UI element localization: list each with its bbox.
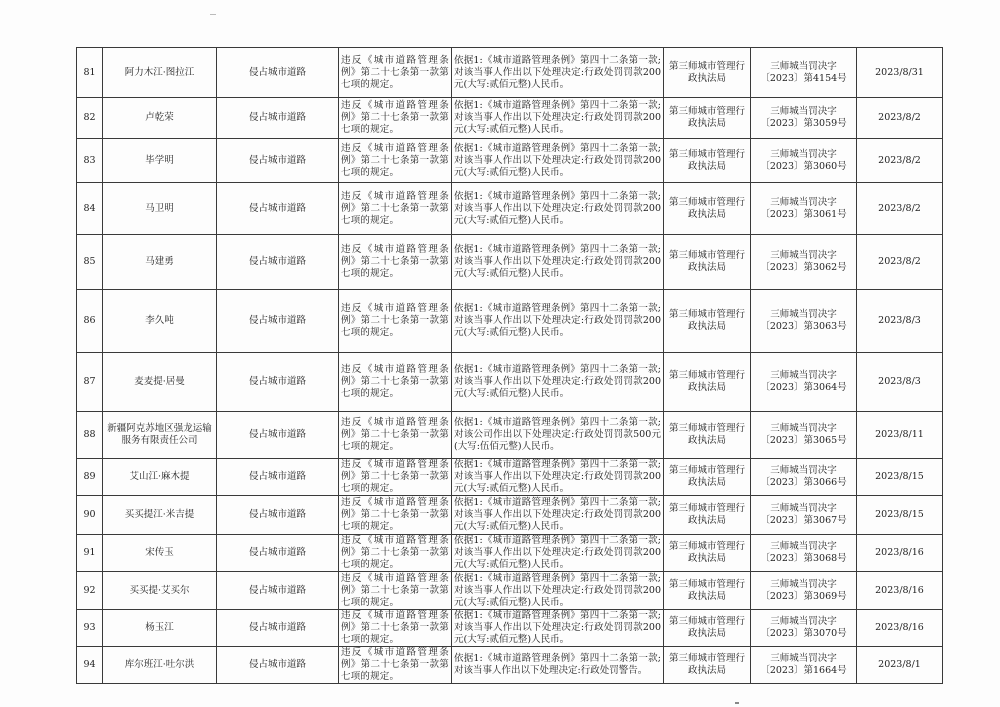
table-row	[77, 647, 943, 684]
violation-type: 侵占城市道路	[217, 610, 339, 647]
scan-mark	[210, 14, 216, 15]
party-name: 阿力木江·图拉江	[103, 48, 217, 98]
table-row	[77, 290, 943, 353]
decision-document-number: 三师城当罚决字〔2023〕第3060号	[751, 139, 857, 183]
enforcement-agency: 第三师城市管理行政执法局	[664, 183, 751, 235]
party-name: 买买提·艾买尔	[103, 572, 217, 610]
decision-date: 2023/8/15	[857, 459, 943, 496]
decision-date: 2023/8/15	[857, 496, 943, 535]
decision-date: 2023/8/16	[857, 572, 943, 610]
records-body	[77, 48, 943, 684]
decision-document-number: 三师城当罚决字〔2023〕第3059号	[751, 98, 857, 139]
party-name: 买买提江·米吉提	[103, 496, 217, 535]
violation-type: 侵占城市道路	[217, 572, 339, 610]
decision-date: 2023/8/2	[857, 139, 943, 183]
violation-type: 侵占城市道路	[217, 459, 339, 496]
violation-basis: 违反《城市道路管理条例》第二十七条第一款第七项的规定。	[339, 98, 452, 139]
table-row	[77, 535, 943, 572]
violation-type: 侵占城市道路	[217, 235, 339, 290]
table-row	[77, 412, 943, 459]
decision-document-number: 三师城当罚决字〔2023〕第3063号	[751, 290, 857, 353]
row-number: 81	[77, 48, 103, 98]
penalty-decision: 依据1:《城市道路管理条例》第四十二条第一款;对该当事人作出以下处理决定:行政处罚罚款200元(大写:贰佰元整)人民币。	[452, 98, 664, 139]
row-number: 94	[77, 647, 103, 684]
enforcement-agency: 第三师城市管理行政执法局	[664, 459, 751, 496]
table-row	[77, 496, 943, 535]
violation-type: 侵占城市道路	[217, 535, 339, 572]
party-name: 新疆阿克苏地区强龙运输服务有限责任公司	[103, 412, 217, 459]
penalty-decision: 依据1:《城市道路管理条例》第四十二条第一款;对该当事人作出以下处理决定:行政处罚罚款200元(大写:贰佰元整)人民币。	[452, 290, 664, 353]
penalty-decision: 依据1:《城市道路管理条例》第四十二条第一款;对该当事人作出以下处理决定:行政处罚罚款200元(大写:贰佰元整)人民币。	[452, 235, 664, 290]
decision-date: 2023/8/3	[857, 290, 943, 353]
row-number: 83	[77, 139, 103, 183]
decision-date: 2023/8/31	[857, 48, 943, 98]
enforcement-agency: 第三师城市管理行政执法局	[664, 572, 751, 610]
violation-basis: 违反《城市道路管理条例》第二十七条第一款第七项的规定。	[339, 139, 452, 183]
decision-date: 2023/8/2	[857, 183, 943, 235]
table-row	[77, 48, 943, 98]
enforcement-agency: 第三师城市管理行政执法局	[664, 139, 751, 183]
penalty-decision: 依据1:《城市道路管理条例》第四十二条第一款;对该当事人作出以下处理决定:行政处罚罚款200元(大写:贰佰元整)人民币。	[452, 183, 664, 235]
row-number: 85	[77, 235, 103, 290]
row-number: 82	[77, 98, 103, 139]
violation-type: 侵占城市道路	[217, 48, 339, 98]
penalty-decision: 依据1:《城市道路管理条例》第四十二条第一款;对该当事人作出以下处理决定:行政处罚警告。	[452, 647, 664, 684]
party-name: 宋传玉	[103, 535, 217, 572]
violation-basis: 违反《城市道路管理条例》第二十七条第一款第七项的规定。	[339, 353, 452, 412]
violation-type: 侵占城市道路	[217, 353, 339, 412]
penalty-decision: 依据1:《城市道路管理条例》第四十二条第一款;对该当事人作出以下处理决定:行政处罚罚款200元(大写:贰佰元整)人民币。	[452, 610, 664, 647]
violation-type: 侵占城市道路	[217, 139, 339, 183]
enforcement-agency: 第三师城市管理行政执法局	[664, 98, 751, 139]
violation-basis: 违反《城市道路管理条例》第二十七条第一款第七项的规定。	[339, 235, 452, 290]
party-name: 毕学明	[103, 139, 217, 183]
penalty-decision: 依据1:《城市道路管理条例》第四十二条第一款;对该公司作出以下处理决定:行政处罚罚款500元(大写:伍佰元整)人民币。	[452, 412, 664, 459]
enforcement-agency: 第三师城市管理行政执法局	[664, 610, 751, 647]
enforcement-agency: 第三师城市管理行政执法局	[664, 535, 751, 572]
row-number: 92	[77, 572, 103, 610]
party-name: 马建勇	[103, 235, 217, 290]
penalty-decision: 依据1:《城市道路管理条例》第四十二条第一款;对该当事人作出以下处理决定:行政处罚罚款200元(大写:贰佰元整)人民币。	[452, 496, 664, 535]
table-row	[77, 459, 943, 496]
row-number: 93	[77, 610, 103, 647]
party-name: 卢乾荣	[103, 98, 217, 139]
decision-document-number: 三师城当罚决字〔2023〕第3062号	[751, 235, 857, 290]
decision-date: 2023/8/2	[857, 235, 943, 290]
penalty-records-table	[76, 47, 943, 684]
row-number: 86	[77, 290, 103, 353]
violation-basis: 违反《城市道路管理条例》第二十七条第一款第七项的规定。	[339, 183, 452, 235]
party-name: 杨玉江	[103, 610, 217, 647]
table-row	[77, 139, 943, 183]
row-number: 91	[77, 535, 103, 572]
violation-basis: 违反《城市道路管理条例》第二十七条第一款第七项的规定。	[339, 48, 452, 98]
party-name: 李久吨	[103, 290, 217, 353]
row-number: 88	[77, 412, 103, 459]
penalty-decision: 依据1:《城市道路管理条例》第四十二条第一款;对该当事人作出以下处理决定:行政处罚罚款200元(大写:贰佰元整)人民币。	[452, 139, 664, 183]
table-row	[77, 98, 943, 139]
row-number: 87	[77, 353, 103, 412]
row-number: 84	[77, 183, 103, 235]
decision-document-number: 三师城当罚决字〔2023〕第3068号	[751, 535, 857, 572]
decision-date: 2023/8/11	[857, 412, 943, 459]
decision-document-number: 三师城当罚决字〔2023〕第3066号	[751, 459, 857, 496]
penalty-decision: 依据1:《城市道路管理条例》第四十二条第一款;对该当事人作出以下处理决定:行政处罚罚款200元(大写:贰佰元整)人民币。	[452, 535, 664, 572]
decision-document-number: 三师城当罚决字〔2023〕第3064号	[751, 353, 857, 412]
penalty-decision: 依据1:《城市道路管理条例》第四十二条第一款;对该当事人作出以下处理决定:行政处罚罚款200元(大写:贰佰元整)人民币。	[452, 48, 664, 98]
decision-document-number: 三师城当罚决字〔2023〕第3065号	[751, 412, 857, 459]
table-row	[77, 235, 943, 290]
party-name: 库尔班江·吐尔洪	[103, 647, 217, 684]
decision-document-number: 三师城当罚决字〔2023〕第3069号	[751, 572, 857, 610]
enforcement-agency: 第三师城市管理行政执法局	[664, 290, 751, 353]
party-name: 艾山江·麻木提	[103, 459, 217, 496]
decision-date: 2023/8/16	[857, 535, 943, 572]
enforcement-agency: 第三师城市管理行政执法局	[664, 496, 751, 535]
table-row	[77, 572, 943, 610]
row-number: 89	[77, 459, 103, 496]
decision-date: 2023/8/3	[857, 353, 943, 412]
decision-document-number: 三师城当罚决字〔2023〕第3061号	[751, 183, 857, 235]
decision-date: 2023/8/1	[857, 647, 943, 684]
decision-date: 2023/8/2	[857, 98, 943, 139]
party-name: 马卫明	[103, 183, 217, 235]
enforcement-agency: 第三师城市管理行政执法局	[664, 48, 751, 98]
violation-basis: 违反《城市道路管理条例》第二十七条第一款第七项的规定。	[339, 496, 452, 535]
violation-basis: 违反《城市道路管理条例》第二十七条第一款第七项的规定。	[339, 290, 452, 353]
table-row	[77, 353, 943, 412]
enforcement-agency: 第三师城市管理行政执法局	[664, 353, 751, 412]
decision-document-number: 三师城当罚决字〔2023〕第3070号	[751, 610, 857, 647]
decision-document-number: 三师城当罚决字〔2023〕第3067号	[751, 496, 857, 535]
decision-document-number: 三师城当罚决字〔2023〕第4154号	[751, 48, 857, 98]
violation-basis: 违反《城市道路管理条例》第二十七条第一款第七项的规定。	[339, 459, 452, 496]
enforcement-agency: 第三师城市管理行政执法局	[664, 647, 751, 684]
penalty-decision: 依据1:《城市道路管理条例》第四十二条第一款;对该当事人作出以下处理决定:行政处罚罚款200元(大写:贰佰元整)人民币。	[452, 353, 664, 412]
penalty-decision: 依据1:《城市道路管理条例》第四十二条第一款;对该当事人作出以下处理决定:行政处罚罚款200元(大写:贰佰元整)人民币。	[452, 572, 664, 610]
scan-mark	[735, 702, 739, 704]
violation-basis: 违反《城市道路管理条例》第二十七条第一款第七项的规定。	[339, 535, 452, 572]
enforcement-agency: 第三师城市管理行政执法局	[664, 235, 751, 290]
party-name: 麦麦提·居曼	[103, 353, 217, 412]
violation-type: 侵占城市道路	[217, 183, 339, 235]
violation-basis: 违反《城市道路管理条例》第二十七条第一款第七项的规定。	[339, 610, 452, 647]
row-number: 90	[77, 496, 103, 535]
violation-basis: 违反《城市道路管理条例》第二十七条第一款第七项的规定。	[339, 572, 452, 610]
table-row	[77, 610, 943, 647]
penalty-decision: 依据1:《城市道路管理条例》第四十二条第一款;对该当事人作出以下处理决定:行政处罚罚款200元(大写:贰佰元整)人民币。	[452, 459, 664, 496]
violation-basis: 违反《城市道路管理条例》第二十七条第一款第七项的规定。	[339, 647, 452, 684]
violation-type: 侵占城市道路	[217, 496, 339, 535]
violation-type: 侵占城市道路	[217, 647, 339, 684]
enforcement-agency: 第三师城市管理行政执法局	[664, 412, 751, 459]
decision-date: 2023/8/16	[857, 610, 943, 647]
table-row	[77, 183, 943, 235]
violation-basis: 违反《城市道路管理条例》第二十七条第一款第七项的规定。	[339, 412, 452, 459]
violation-type: 侵占城市道路	[217, 412, 339, 459]
decision-document-number: 三师城当罚决字〔2023〕第1664号	[751, 647, 857, 684]
violation-type: 侵占城市道路	[217, 290, 339, 353]
violation-type: 侵占城市道路	[217, 98, 339, 139]
